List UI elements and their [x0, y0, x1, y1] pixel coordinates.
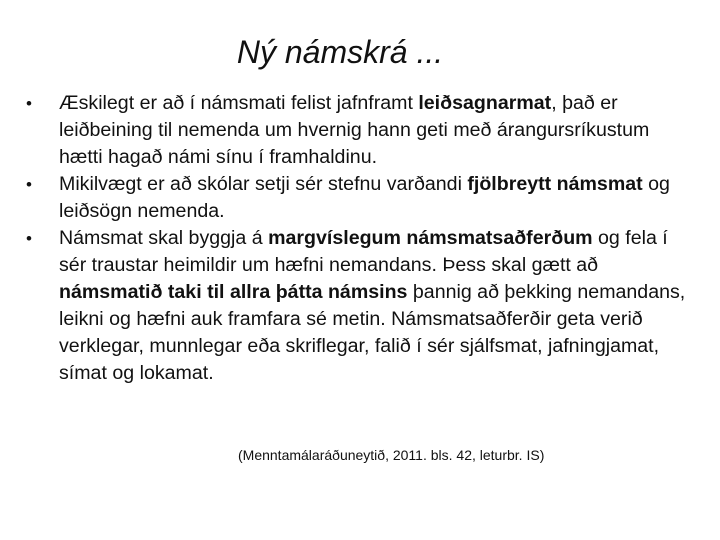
bullet-segment-bold: fjölbreytt námsmat [467, 173, 643, 195]
bullet-segment: þannig að þekking nemandans, leikni og hæfni auk framfara sé metin. Námsmatsaðferðir geta verið verklegar, munnlegar eða skriflegar, falið í sér sjálfsmat, jafningjamat, símat og lokamat. [59, 281, 686, 384]
bullet-segment-bold: margvíslegum námsmatsaðferðum [268, 227, 593, 249]
bullet-icon: • [26, 94, 32, 113]
bullet-text [59, 92, 649, 168]
bullet-segment: Námsmat skal byggja á [59, 227, 269, 249]
slide-title: Ný námskrá ... [236, 34, 444, 70]
bullet-segment: og fela í sér traustar heimildir um hæfni nemandans. Þess skal gætt að [59, 227, 668, 276]
bullet-segment: Æskilegt er að í námsmati felist jafnframt [59, 92, 419, 114]
bullet-item [26, 90, 686, 171]
bullet-segment: Mikilvægt er að skólar setji sér stefnu varðandi [59, 173, 468, 195]
citation: (Menntamálaráðuneytið, 2011. bls. 42, leturbr. IS) [238, 447, 545, 463]
bullet-icon: • [26, 229, 32, 248]
bullet-item [26, 171, 686, 225]
bullet-item [26, 225, 686, 387]
bullet-list [26, 90, 686, 387]
bullet-text [59, 227, 685, 384]
bullet-text [59, 173, 670, 222]
bullet-segment-bold: leiðsagnarmat [418, 92, 552, 114]
bullet-segment: og leiðsögn nemenda. [59, 173, 670, 222]
bullet-segment: , það er leiðbeining til nemenda um hvernig hann geti með árangursríkustum hætti hagað námi sínu í framhaldinu. [59, 92, 650, 168]
bullet-icon: • [26, 175, 32, 194]
bullet-segment-bold: námsmatið taki til allra þátta námsins [59, 281, 408, 303]
